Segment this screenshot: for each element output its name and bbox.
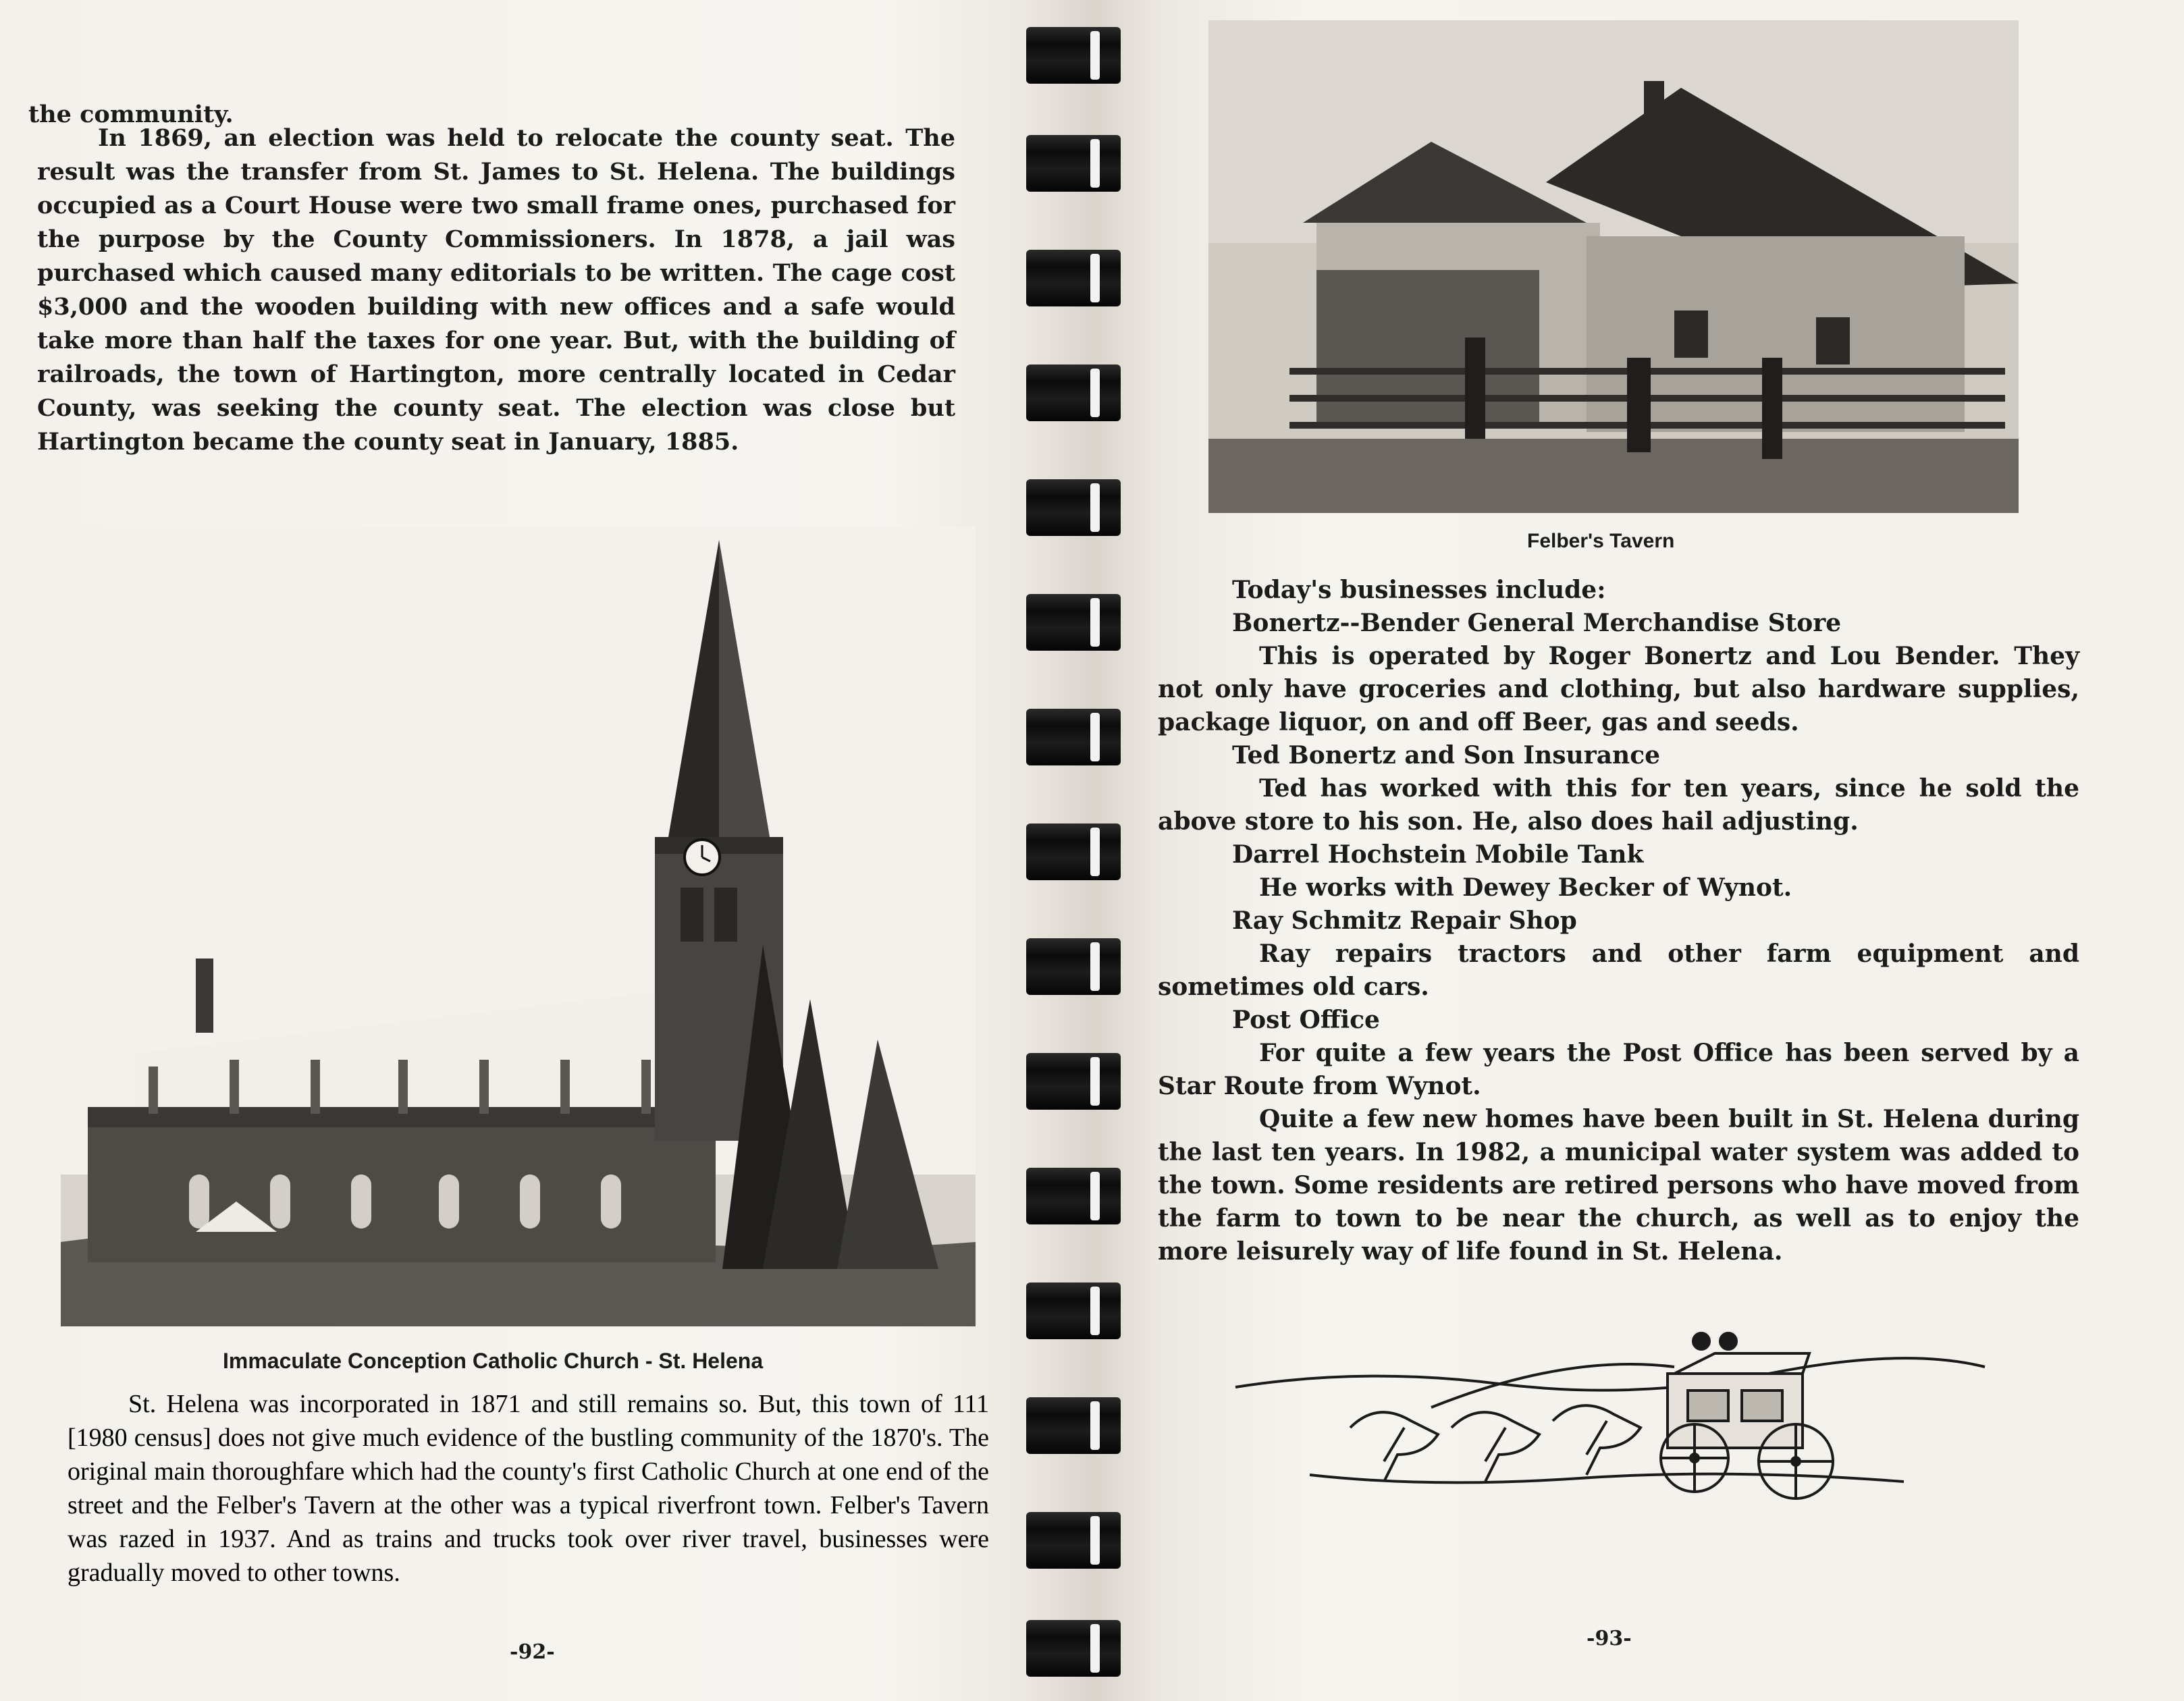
binding-coil (1026, 1053, 1121, 1110)
business-name: Ted Bonertz and Son Insurance (1232, 741, 1661, 770)
binding-coil (1026, 364, 1121, 421)
binding-coil (1026, 824, 1121, 880)
business-name: Darrel Hochstein Mobile Tank (1232, 840, 1644, 869)
businesses-intro: Today's businesses include: (1232, 576, 1606, 604)
businesses-section (1158, 574, 2079, 1268)
church-caption: Immaculate Conception Catholic Church - St. Helena (223, 1349, 764, 1373)
business-name: Ray Schmitz Repair Shop (1232, 907, 1577, 935)
closing-paragraph: Quite a few new homes have been built in St. Helena during the last ten years. In 1982, a municipal water system was added to the town. Some residents are retired persons who have moved from the farm to town to be near the church, as well as to enjoy the more leisurely way of life found in St. Helena. (1158, 1105, 2079, 1266)
left-page (0, 0, 1013, 1701)
opening-line: the community. (28, 101, 234, 128)
binding-coil (1026, 709, 1121, 765)
binding-coil (1026, 1168, 1121, 1224)
binding-coil (1026, 938, 1121, 995)
business-description: Ray repairs tractors and other farm equipment and sometimes old cars. (1158, 940, 2079, 1001)
page-number-left: -92- (510, 1640, 555, 1664)
business-name: Bonertz--Bender General Merchandise Store (1232, 609, 1842, 637)
business-description: This is operated by Roger Bonertz and Lou Bender. They not only have groceries and clothing, but also hardware supplies, package liquor, on and off Beer, gas and seeds. (1158, 642, 2079, 736)
business-description: He works with Dewey Becker of Wynot. (1259, 873, 1792, 902)
incorporation-paragraph: St. Helena was incorporated in 1871 and still remains so. But, this town of 111 [1980 census] does not give much evidence of the bustling community of the 1870's. The original main thoroughfare which had the county's first Catholic Church at one end of the street and the Felber's Tavern at the other was a typical riverfront town. Felber's Tavern was razed in 1937. And as trains and trucks took over river travel, businesses were gradually moved to other towns. (68, 1390, 989, 1587)
business-description: Ted has worked with this for ten years, since he sold the above store to his son. He, also does hail adjusting. (1158, 774, 2079, 836)
binding-coil (1026, 1282, 1121, 1339)
business-description: For quite a few years the Post Office has been served by a Star Route from Wynot. (1158, 1039, 2079, 1100)
binding-coil (1026, 479, 1121, 536)
tavern-caption: Felber's Tavern (1527, 530, 1675, 552)
stagecoach-illustration (1229, 1326, 1992, 1532)
binding-coil (1026, 250, 1121, 306)
binding-coil (1026, 1397, 1121, 1454)
church-photo (61, 526, 976, 1326)
binding-coil (1026, 594, 1121, 651)
binding-coil (1026, 1512, 1121, 1569)
binding-coil (1026, 135, 1121, 192)
county-seat-paragraph: In 1869, an election was held to relocate the county seat. The result was the transfer from St. James to St. Helena. The buildings occupied as a Court House were two small frame ones, purchased for the purpose by the County Commissioners. In 1878, a jail was purchased which caused many editorials to be written. The cage cost $3,000 and the wooden building with new offices and a safe would take more than half the taxes for one year. But, with the building of railroads, the town of Hartington, more centrally located in Cedar County, was seeking the county seat. The election was close but Hartington became the county seat in January, 1885. (37, 124, 955, 456)
business-name: Post Office (1232, 1006, 1380, 1034)
page-number-right: -93- (1587, 1627, 1632, 1650)
binding-coil (1026, 1620, 1121, 1677)
binding-coil (1026, 27, 1121, 84)
tavern-photo (1208, 20, 2019, 513)
